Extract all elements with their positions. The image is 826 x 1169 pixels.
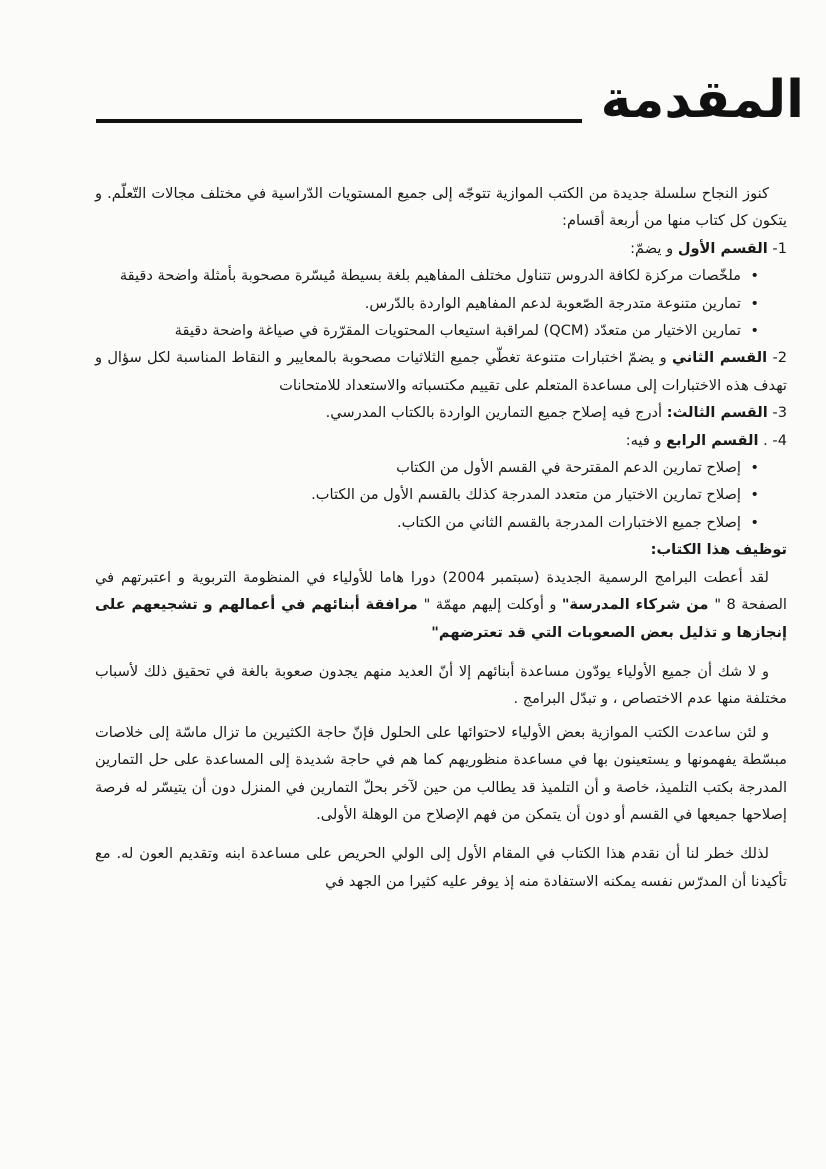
section-2-text: و يضمّ اختبارات متنوعة تغطّي جميع الثلاثيات مصحوبة بالمعايير و النقاط المناسبة لكل سؤال و تهدف هذه الاختبارات إلى مساعدة المتعلم على تقييم مكتسباته والاستعداد للامتحانات [95,349,787,394]
usage-heading: توظيف هذا الكتاب: [650,541,787,559]
title-underline [96,119,582,123]
usage-paragraph-4: لذلك خطر لنا أن نقدم هذا الكتاب في المقام الأول إلى الولي الحريص على مساعدة ابنه وتقديم العون له. مع تأكيدنا أن المدرّس نفسه يمكنه الاستفادة منه إذ يوفر عليه كثيرا من الجهد في [95,845,787,890]
section-3-label: القسم الثالث: [666,404,768,422]
section-3 [95,399,787,426]
section-2 [95,344,787,399]
bullet-icon: • [750,322,759,340]
list-item: • تمارين الاختيار من متعدّد (QCM) لمراقبة استيعاب المحتويات المقرّرة في صياغة واضحة دقيقة [95,317,757,344]
bullet-icon: • [750,294,759,312]
page-title: المقدمة [600,70,804,130]
section-1 [95,235,787,345]
section-4-label: القسم الرابع [666,431,759,449]
section-4-text: و فيه: [625,431,667,449]
page-header [96,62,804,142]
section-1-number: 1- [772,239,787,257]
section-3-number: 3- [772,404,787,422]
section-2-label: القسم الثاني [671,349,768,367]
section-4 [95,427,787,537]
bullet-icon: • [750,267,759,285]
section-1-text: و يضمّ: [630,239,678,257]
section-1-list [95,262,787,344]
section-2-number: 2- [772,349,788,367]
usage-paragraph-2: و لا شك أن جميع الأولياء يودّون مساعدة أبنائهم إلا أنّ العديد منهم يجدون صعوبة بالغة في تحقيق ذلك لأسباب مختلفة منها عدم الاختصاص ، و تبدّل البرامج . [95,662,787,708]
bullet-icon: • [750,486,759,504]
list-item: • ملخّصات مركزة لكافة الدروس تتناول مختلف المفاهيم بلغة بسيطة مُيسّرة مصحوبة بأمثلة واضحة دقيقة [95,262,757,289]
list-item: • إصلاح تمارين الاختيار من متعدد المدرجة كذلك بالقسم الأول من الكتاب. [95,481,757,508]
document-body [95,180,787,895]
section-1-label: القسم الأول [677,239,768,257]
list-item: • إصلاح جميع الاختبارات المدرجة بالقسم الثاني من الكتاب. [95,509,757,536]
bullet-icon: • [750,513,759,531]
section-3-text: أدرج فيه إصلاح جميع التمارين الواردة بالكتاب المدرسي. [325,404,667,422]
bullet-icon: • [750,459,759,477]
section-4-number: 4- . [763,431,787,449]
usage-paragraph-3: و لئن ساعدت الكتب الموازية بعض الأولياء لاحتوائها على الحلول فإنّ حاجة الكثيرين ما تزال ماسّة إلى خلاصات مبسّطة يفهمونها و يستعينون بها في مساعدة منظوريهم كما هم في حاجة شديدة إلى المساعدة على حل التمارين المدرجة بكتب التلميذ، خاصة و أن التلميذ قد يطالب من حين لآخر بحلّ التمارين في المنزل دون أن يتيسّر له فرصة إصلاحها جميعها في القسم أو دون أن يتمكن من فهم الإصلاح من الوهلة الأولى. [95,723,787,823]
section-4-list [95,454,787,536]
intro-paragraph: كنوز النجاح سلسلة جديدة من الكتب الموازية تتوجّه إلى جميع المستويات الدّراسية في مختلف مجالات التّعلّم. و يتكون كل كتاب منها من أربعة أقسام: [95,185,787,230]
list-item: • إصلاح تمارين الدعم المقترحة في القسم الأول من الكتاب [95,454,757,481]
list-item: • تمارين متنوعة متدرجة الصّعوبة لدعم المفاهيم الواردة بالدّرس. [95,290,757,317]
usage-paragraph-1: لقد أعطت البرامج الرسمية الجديدة (سبتمبر 2004) دورا هاما للأولياء في المنظومة التربوية و اعتبرتهم في الصفحة 8 " من شركاء المدرسة" و أوكلت إليهم مهمّة " مرافقة أبنائهم في أعمالهم و تشجيعهم على إنجازها و تذليل بعض الصعوبات التي قد تعترضهم" [95,568,787,641]
